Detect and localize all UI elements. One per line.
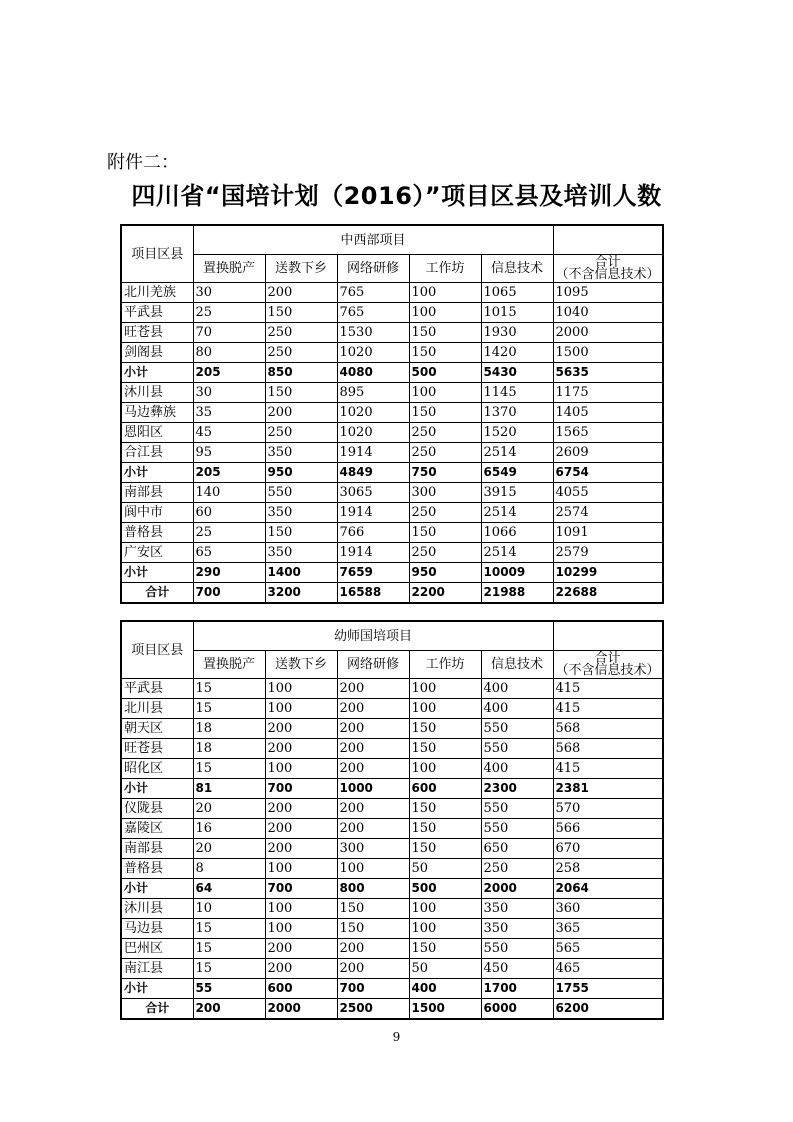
value-cell: 100 <box>337 859 409 879</box>
value-cell: 8 <box>193 859 265 879</box>
county-cell: 旺苍县 <box>121 739 193 759</box>
value-cell: 250 <box>409 443 481 463</box>
value-cell: 200 <box>337 699 409 719</box>
value-cell: 258 <box>553 859 663 879</box>
value-cell: 25 <box>193 523 265 543</box>
value-cell: 2500 <box>337 999 409 1020</box>
document-title: 四川省“国培计划（2016）”项目区县及培训人数 <box>131 182 662 210</box>
value-cell: 22688 <box>553 583 663 604</box>
county-cell: 南部县 <box>121 839 193 859</box>
value-cell: 21988 <box>481 583 553 604</box>
value-cell: 700 <box>265 879 337 899</box>
value-cell: 150 <box>409 799 481 819</box>
value-cell: 350 <box>481 899 553 919</box>
value-cell: 1066 <box>481 523 553 543</box>
table-row <box>121 323 663 343</box>
county-cell: 旺苍县 <box>121 323 193 343</box>
col-header-outreach: 送教下乡 <box>265 255 337 283</box>
value-cell: 2514 <box>481 443 553 463</box>
value-cell: 350 <box>481 919 553 939</box>
value-cell: 200 <box>337 799 409 819</box>
value-cell: 600 <box>265 979 337 999</box>
value-cell: 700 <box>265 779 337 799</box>
value-cell: 200 <box>337 679 409 699</box>
county-cell: 合计 <box>121 999 193 1020</box>
table-row <box>121 859 663 879</box>
value-cell: 95 <box>193 443 265 463</box>
value-cell: 765 <box>337 303 409 323</box>
value-cell: 350 <box>265 543 337 563</box>
county-header: 项目区县 <box>121 225 193 283</box>
value-cell: 10009 <box>481 563 553 583</box>
county-cell: 沐川县 <box>121 899 193 919</box>
grand-total-row <box>121 583 663 604</box>
value-cell: 1914 <box>337 503 409 523</box>
value-cell: 1015 <box>481 303 553 323</box>
county-cell: 北川羌族 <box>121 283 193 303</box>
county-cell: 南江县 <box>121 959 193 979</box>
col-header-online: 网络研修 <box>337 651 409 679</box>
value-cell: 200 <box>337 739 409 759</box>
annex-label: 附件二： <box>107 152 179 173</box>
subtotal-row <box>121 879 663 899</box>
value-cell: 1020 <box>337 343 409 363</box>
value-cell: 415 <box>553 699 663 719</box>
value-cell: 200 <box>265 739 337 759</box>
value-cell: 1520 <box>481 423 553 443</box>
table-row <box>121 523 663 543</box>
value-cell: 100 <box>409 759 481 779</box>
value-cell: 150 <box>409 819 481 839</box>
value-cell: 568 <box>553 719 663 739</box>
value-cell: 2200 <box>409 583 481 604</box>
value-cell: 81 <box>193 779 265 799</box>
col-header-total <box>553 651 663 679</box>
col-header-outreach: 送教下乡 <box>265 651 337 679</box>
value-cell: 200 <box>265 959 337 979</box>
value-cell: 550 <box>481 939 553 959</box>
value-cell: 150 <box>265 523 337 543</box>
county-cell: 普格县 <box>121 523 193 543</box>
value-cell: 15 <box>193 759 265 779</box>
value-cell: 400 <box>481 699 553 719</box>
value-cell: 550 <box>481 799 553 819</box>
county-cell: 小计 <box>121 879 193 899</box>
col-header-online: 网络研修 <box>337 255 409 283</box>
value-cell: 150 <box>337 919 409 939</box>
table-row <box>121 679 663 699</box>
value-cell: 5635 <box>553 363 663 383</box>
value-cell: 1095 <box>553 283 663 303</box>
value-cell: 2579 <box>553 543 663 563</box>
value-cell: 100 <box>265 919 337 939</box>
county-cell: 阆中市 <box>121 503 193 523</box>
value-cell: 850 <box>265 363 337 383</box>
value-cell: 3200 <box>265 583 337 604</box>
col-header-replacement: 置换脱产 <box>193 651 265 679</box>
county-cell: 南部县 <box>121 483 193 503</box>
table-row <box>121 283 663 303</box>
county-cell: 小计 <box>121 979 193 999</box>
col-header-workshop: 工作坊 <box>409 651 481 679</box>
value-cell: 2574 <box>553 503 663 523</box>
table-row <box>121 503 663 523</box>
table-row <box>121 719 663 739</box>
value-cell: 250 <box>265 423 337 443</box>
value-cell: 100 <box>409 383 481 403</box>
value-cell: 365 <box>553 919 663 939</box>
table-row <box>121 383 663 403</box>
value-cell: 100 <box>265 859 337 879</box>
value-cell: 250 <box>265 323 337 343</box>
value-cell: 100 <box>265 679 337 699</box>
value-cell: 60 <box>193 503 265 523</box>
value-cell: 30 <box>193 283 265 303</box>
value-cell: 100 <box>409 899 481 919</box>
value-cell: 415 <box>553 679 663 699</box>
value-cell: 100 <box>265 899 337 919</box>
value-cell: 450 <box>481 959 553 979</box>
value-cell: 350 <box>265 443 337 463</box>
county-cell: 广安区 <box>121 543 193 563</box>
value-cell: 100 <box>265 759 337 779</box>
value-cell: 550 <box>481 739 553 759</box>
county-cell: 沐川县 <box>121 383 193 403</box>
value-cell: 35 <box>193 403 265 423</box>
table-row <box>121 819 663 839</box>
value-cell: 565 <box>553 939 663 959</box>
value-cell: 1420 <box>481 343 553 363</box>
value-cell: 5430 <box>481 363 553 383</box>
col-header-replacement: 置换脱产 <box>193 255 265 283</box>
value-cell: 1914 <box>337 443 409 463</box>
value-cell: 250 <box>265 343 337 363</box>
value-cell: 1145 <box>481 383 553 403</box>
value-cell: 200 <box>265 283 337 303</box>
value-cell: 500 <box>409 363 481 383</box>
value-cell: 6200 <box>553 999 663 1020</box>
value-cell: 250 <box>481 859 553 879</box>
value-cell: 1370 <box>481 403 553 423</box>
county-cell: 嘉陵区 <box>121 819 193 839</box>
value-cell: 65 <box>193 543 265 563</box>
county-cell: 朝天区 <box>121 719 193 739</box>
subtotal-row <box>121 779 663 799</box>
county-cell: 小计 <box>121 779 193 799</box>
value-cell: 2000 <box>553 323 663 343</box>
value-cell: 100 <box>409 919 481 939</box>
value-cell: 10299 <box>553 563 663 583</box>
value-cell: 18 <box>193 719 265 739</box>
table-row <box>121 543 663 563</box>
col-header-workshop: 工作坊 <box>409 255 481 283</box>
county-cell: 剑阁县 <box>121 343 193 363</box>
value-cell: 1914 <box>337 543 409 563</box>
table-row <box>121 759 663 779</box>
value-cell: 1405 <box>553 403 663 423</box>
county-header: 项目区县 <box>121 621 193 679</box>
value-cell: 765 <box>337 283 409 303</box>
value-cell: 150 <box>409 323 481 343</box>
table-row <box>121 423 663 443</box>
value-cell: 500 <box>409 879 481 899</box>
value-cell: 200 <box>265 939 337 959</box>
value-cell: 1020 <box>337 423 409 443</box>
value-cell: 2000 <box>481 879 553 899</box>
value-cell: 400 <box>481 679 553 699</box>
training-table-midwest <box>120 224 664 604</box>
value-cell: 80 <box>193 343 265 363</box>
value-cell: 150 <box>265 303 337 323</box>
value-cell: 200 <box>265 799 337 819</box>
value-cell: 600 <box>409 779 481 799</box>
value-cell: 895 <box>337 383 409 403</box>
subtotal-row <box>121 363 663 383</box>
value-cell: 200 <box>265 839 337 859</box>
value-cell: 100 <box>409 283 481 303</box>
total-label: 合计 <box>594 650 621 666</box>
value-cell: 150 <box>337 899 409 919</box>
subtotal-row <box>121 563 663 583</box>
value-cell: 1565 <box>553 423 663 443</box>
total-note: （不含信息技术） <box>555 266 660 282</box>
value-cell: 400 <box>481 759 553 779</box>
value-cell: 1065 <box>481 283 553 303</box>
value-cell: 100 <box>409 699 481 719</box>
county-cell: 北川县 <box>121 699 193 719</box>
county-cell: 小计 <box>121 563 193 583</box>
value-cell: 766 <box>337 523 409 543</box>
table-row <box>121 899 663 919</box>
value-cell: 20 <box>193 839 265 859</box>
value-cell: 1000 <box>337 779 409 799</box>
value-cell: 150 <box>409 719 481 739</box>
table-row <box>121 443 663 463</box>
value-cell: 20 <box>193 799 265 819</box>
value-cell: 400 <box>409 979 481 999</box>
value-cell: 200 <box>265 819 337 839</box>
value-cell: 290 <box>193 563 265 583</box>
value-cell: 15 <box>193 959 265 979</box>
subtotal-row <box>121 463 663 483</box>
value-cell: 200 <box>337 719 409 739</box>
value-cell: 30 <box>193 383 265 403</box>
value-cell: 4055 <box>553 483 663 503</box>
value-cell: 200 <box>337 759 409 779</box>
value-cell: 200 <box>337 939 409 959</box>
value-cell: 150 <box>409 403 481 423</box>
value-cell: 1700 <box>481 979 553 999</box>
value-cell: 566 <box>553 819 663 839</box>
value-cell: 360 <box>553 899 663 919</box>
value-cell: 15 <box>193 919 265 939</box>
value-cell: 200 <box>265 403 337 423</box>
value-cell: 150 <box>409 839 481 859</box>
value-cell: 2064 <box>553 879 663 899</box>
value-cell: 2300 <box>481 779 553 799</box>
value-cell: 10 <box>193 899 265 919</box>
value-cell: 100 <box>265 699 337 719</box>
value-cell: 2000 <box>265 999 337 1020</box>
value-cell: 1500 <box>553 343 663 363</box>
value-cell: 550 <box>265 483 337 503</box>
county-cell: 昭化区 <box>121 759 193 779</box>
value-cell: 6754 <box>553 463 663 483</box>
county-cell: 巴州区 <box>121 939 193 959</box>
table-row <box>121 303 663 323</box>
county-cell: 平武县 <box>121 303 193 323</box>
value-cell: 4849 <box>337 463 409 483</box>
value-cell: 1400 <box>265 563 337 583</box>
value-cell: 100 <box>409 303 481 323</box>
table-row <box>121 939 663 959</box>
value-cell: 100 <box>409 679 481 699</box>
county-cell: 马边彝族 <box>121 403 193 423</box>
value-cell: 15 <box>193 699 265 719</box>
value-cell: 6000 <box>481 999 553 1020</box>
value-cell: 1755 <box>553 979 663 999</box>
value-cell: 200 <box>337 819 409 839</box>
value-cell: 200 <box>193 999 265 1020</box>
value-cell: 1091 <box>553 523 663 543</box>
value-cell: 950 <box>265 463 337 483</box>
county-cell: 合江县 <box>121 443 193 463</box>
value-cell: 2514 <box>481 503 553 523</box>
value-cell: 750 <box>409 463 481 483</box>
value-cell: 1040 <box>553 303 663 323</box>
value-cell: 45 <box>193 423 265 443</box>
county-cell: 马边县 <box>121 919 193 939</box>
project-title: 幼师国培项目 <box>193 621 553 651</box>
value-cell: 800 <box>337 879 409 899</box>
value-cell: 250 <box>409 423 481 443</box>
county-cell: 合计 <box>121 583 193 604</box>
value-cell: 150 <box>409 939 481 959</box>
value-cell: 1175 <box>553 383 663 403</box>
page-number: 9 <box>392 1030 401 1044</box>
value-cell: 25 <box>193 303 265 323</box>
table-row <box>121 403 663 423</box>
col-header-total <box>553 255 663 283</box>
value-cell: 250 <box>409 503 481 523</box>
value-cell: 4080 <box>337 363 409 383</box>
value-cell: 1530 <box>337 323 409 343</box>
value-cell: 1020 <box>337 403 409 423</box>
table-row <box>121 839 663 859</box>
value-cell: 650 <box>481 839 553 859</box>
value-cell: 550 <box>481 819 553 839</box>
county-cell: 恩阳区 <box>121 423 193 443</box>
subtotal-row <box>121 979 663 999</box>
value-cell: 700 <box>193 583 265 604</box>
value-cell: 50 <box>409 859 481 879</box>
value-cell: 150 <box>409 739 481 759</box>
value-cell: 568 <box>553 739 663 759</box>
county-cell: 普格县 <box>121 859 193 879</box>
header-blank <box>553 621 663 651</box>
table-row <box>121 959 663 979</box>
header-blank <box>553 225 663 255</box>
value-cell: 670 <box>553 839 663 859</box>
value-cell: 3915 <box>481 483 553 503</box>
table-row <box>121 799 663 819</box>
value-cell: 300 <box>337 839 409 859</box>
value-cell: 2514 <box>481 543 553 563</box>
table-row <box>121 739 663 759</box>
total-label: 合计 <box>594 254 621 270</box>
value-cell: 70 <box>193 323 265 343</box>
value-cell: 550 <box>481 719 553 739</box>
value-cell: 2609 <box>553 443 663 463</box>
value-cell: 465 <box>553 959 663 979</box>
value-cell: 7659 <box>337 563 409 583</box>
value-cell: 350 <box>265 503 337 523</box>
value-cell: 570 <box>553 799 663 819</box>
value-cell: 50 <box>409 959 481 979</box>
training-table-preschool <box>120 620 664 1020</box>
value-cell: 150 <box>409 343 481 363</box>
value-cell: 16588 <box>337 583 409 604</box>
value-cell: 64 <box>193 879 265 899</box>
value-cell: 200 <box>337 959 409 979</box>
value-cell: 1500 <box>409 999 481 1020</box>
county-cell: 小计 <box>121 363 193 383</box>
value-cell: 300 <box>409 483 481 503</box>
value-cell: 150 <box>265 383 337 403</box>
value-cell: 3065 <box>337 483 409 503</box>
value-cell: 950 <box>409 563 481 583</box>
table-row <box>121 483 663 503</box>
value-cell: 55 <box>193 979 265 999</box>
value-cell: 700 <box>337 979 409 999</box>
value-cell: 250 <box>409 543 481 563</box>
value-cell: 415 <box>553 759 663 779</box>
value-cell: 6549 <box>481 463 553 483</box>
value-cell: 1930 <box>481 323 553 343</box>
table-row <box>121 919 663 939</box>
table-row <box>121 343 663 363</box>
county-cell: 平武县 <box>121 679 193 699</box>
total-note: （不含信息技术） <box>555 662 660 678</box>
value-cell: 16 <box>193 819 265 839</box>
county-cell: 仪陇县 <box>121 799 193 819</box>
value-cell: 140 <box>193 483 265 503</box>
value-cell: 18 <box>193 739 265 759</box>
col-header-it: 信息技术 <box>481 651 553 679</box>
county-cell: 小计 <box>121 463 193 483</box>
value-cell: 205 <box>193 463 265 483</box>
grand-total-row <box>121 999 663 1020</box>
value-cell: 15 <box>193 679 265 699</box>
table-row <box>121 699 663 719</box>
value-cell: 200 <box>265 719 337 739</box>
project-title: 中西部项目 <box>193 225 553 255</box>
value-cell: 205 <box>193 363 265 383</box>
value-cell: 15 <box>193 939 265 959</box>
col-header-it: 信息技术 <box>481 255 553 283</box>
value-cell: 2381 <box>553 779 663 799</box>
value-cell: 150 <box>409 523 481 543</box>
